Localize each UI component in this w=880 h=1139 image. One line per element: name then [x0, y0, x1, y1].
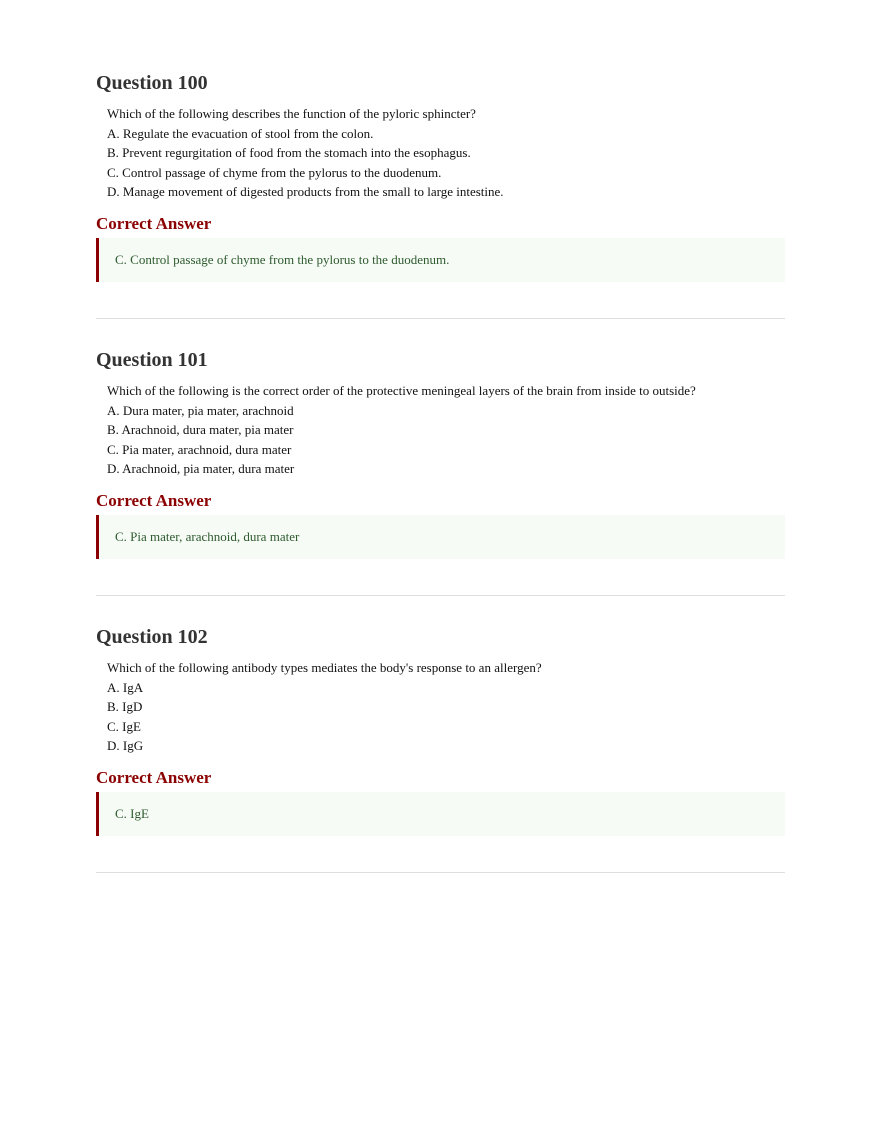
question-stem: Which of the following antibody types mediates the body's response to an allergen? [107, 660, 542, 675]
section-divider [96, 595, 785, 596]
question-title: Question 102 [96, 626, 208, 648]
option-a: A. Dura mater, pia mater, arachnoid [107, 402, 294, 418]
option-d: D. Manage movement of digested products from the small to large intestine. [107, 184, 504, 199]
option-b: B. IgD [107, 699, 143, 714]
question-block-102 [96, 625, 785, 836]
question-title: Question 100 [96, 72, 208, 94]
question-title: Question 101 [96, 349, 208, 371]
question-block-101 [96, 348, 785, 559]
option-b: B. Arachnoid, dura mater, pia mater [107, 422, 294, 437]
section-divider [96, 872, 785, 873]
question-block-100 [96, 71, 785, 282]
section-divider [96, 318, 785, 319]
correct-answer-box [96, 515, 785, 559]
question-body [96, 381, 785, 479]
question-stem: Which of the following is the correct order of the protective meningeal layers of the brain from inside to outside? [107, 383, 696, 398]
question-body [96, 658, 785, 756]
option-c: C. IgE [107, 718, 141, 734]
correct-answer-heading: Correct Answer [96, 490, 212, 510]
correct-answer-heading: Correct Answer [96, 213, 212, 233]
question-stem: Which of the following describes the function of the pyloric sphincter? [107, 106, 476, 121]
correct-answer-text: C. IgE [115, 805, 149, 821]
option-a: A. Regulate the evacuation of stool from the colon. [107, 125, 374, 141]
option-d: D. IgG [107, 738, 144, 753]
correct-answer-box [96, 238, 785, 282]
correct-answer-text: C. Pia mater, arachnoid, dura mater [115, 528, 300, 544]
question-body [96, 104, 785, 202]
option-a: A. IgA [107, 679, 144, 695]
option-c: C. Pia mater, arachnoid, dura mater [107, 441, 292, 457]
option-c: C. Control passage of chyme from the pylorus to the duodenum. [107, 164, 442, 180]
option-b: B. Prevent regurgitation of food from the stomach into the esophagus. [107, 145, 471, 160]
correct-answer-box [96, 792, 785, 836]
correct-answer-text: C. Control passage of chyme from the pylorus to the duodenum. [115, 251, 450, 267]
option-d: D. Arachnoid, pia mater, dura mater [107, 461, 295, 476]
correct-answer-heading: Correct Answer [96, 767, 212, 787]
